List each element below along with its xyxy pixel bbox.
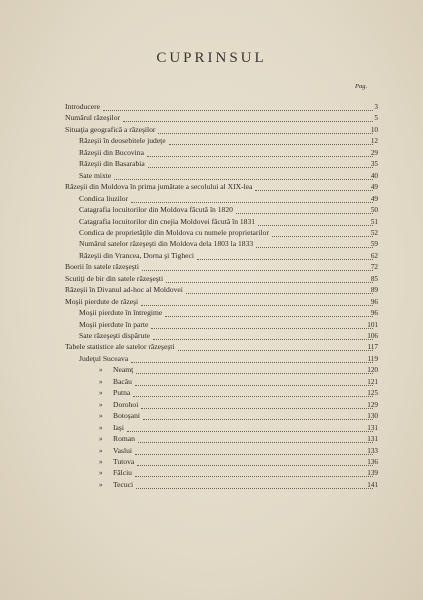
toc-entry [0,274,423,284]
toc-entry-page: 5 [374,114,378,123]
toc-entry-title: Introducere [65,102,100,111]
ditto-mark: » [99,400,103,409]
dot-leader [147,155,373,157]
toc-entry-title: Tecuci [113,479,134,489]
toc-entry-title: Judeţul Suceava [79,353,129,363]
dot-leader [137,464,373,466]
toc-entry-page: 51 [370,217,378,226]
toc-entry-title: Catagrafia locuitorilor din Moldova făcută în 1820 [79,205,233,215]
toc-entry [0,457,423,467]
toc-entry-page: 89 [370,286,378,295]
toc-entry-page: 29 [370,148,378,157]
dot-leader [165,315,373,317]
toc-entry-title: Boerii în satele răzeşeşti [65,262,140,272]
toc-entry [0,434,423,444]
toc-entry [0,377,423,387]
toc-entry-page: 49 [370,183,378,192]
toc-entry-page: 136 [367,457,378,466]
dot-leader [148,166,373,168]
ditto-mark: » [99,480,103,489]
toc-entry-title: Botoşani [113,411,141,421]
dot-leader [158,132,373,134]
toc-entry-page: 117 [367,343,378,352]
ditto-mark: » [99,377,103,386]
ditto-mark: » [99,412,103,421]
dot-leader [151,327,373,329]
toc-entry-page: 120 [367,366,378,375]
dot-leader [136,487,373,489]
toc-entry [0,331,423,341]
toc-entry [0,297,423,307]
toc-entry [0,159,423,169]
toc-entry [0,262,423,272]
toc-entry-title: Putna [113,388,131,398]
toc-entry-page: 35 [370,160,378,169]
toc-entry-page: 96 [370,297,378,306]
ditto-mark: » [99,446,103,455]
dot-leader [103,109,373,111]
dot-leader [135,475,373,477]
toc-entry [0,205,423,215]
toc-entry-title: Bacău [113,376,132,386]
toc-entry [0,102,423,112]
dot-leader [138,441,373,443]
toc-entry-page: 131 [367,435,378,444]
toc-entry-page: 85 [370,274,378,283]
dot-leader [127,430,373,432]
toc-entry-title: Numărul satelor răzeşeşti din Moldova dela 1803 la 1833 [79,239,254,249]
toc-entry-page: 139 [367,469,378,478]
toc-entry-title: Dorohoi [113,399,139,409]
toc-entry-page: 133 [367,446,378,455]
toc-entry-title: Roman [113,434,135,444]
toc-entry-title: Neamţ [113,365,134,375]
dot-leader [123,120,373,122]
toc-entry-page: 96 [370,309,378,318]
toc-entry-page: 52 [370,228,378,237]
toc-entry-page: 62 [370,251,378,260]
dot-leader [131,361,373,363]
toc-entry [0,136,423,146]
toc-entry-title: Sate mixte [79,170,112,180]
toc-entry-page: 119 [367,354,378,363]
toc-entry-title: Situaţia geografică a răzeşilor [65,124,156,134]
toc-entry [0,342,423,352]
dot-leader [114,178,373,180]
toc-entry [0,125,423,135]
toc-entry-title: Condica liuzilor [79,193,129,203]
toc-entry-title: Sate răzeşeşti dispărute [79,331,150,340]
ditto-mark: » [99,469,103,478]
toc-entry [0,388,423,398]
toc-entry [0,251,423,261]
toc-entry-page: 130 [367,412,378,421]
toc-entry [0,194,423,204]
dot-leader [169,143,373,145]
toc-entry-title: Răzeşii în Divanul ad-hoc al Moldovei [65,285,183,295]
toc-entry-page: 49 [370,194,378,203]
dot-leader [143,418,373,420]
dot-leader [142,269,373,271]
toc-entry [0,171,423,181]
toc-entry [0,354,423,364]
page-title: CUPRINSUL [156,50,267,66]
dot-leader [135,384,373,386]
toc-entry-page: 72 [370,263,378,272]
dot-leader [133,395,373,397]
dot-leader [178,349,373,351]
toc-entry-page: 125 [367,389,378,398]
toc-entry-page: 131 [367,423,378,432]
toc-entry-title: Răzeşii din Bucovina [79,147,144,157]
dot-leader [141,304,373,306]
toc-entry [0,423,423,433]
dot-leader [166,281,373,283]
toc-entry [0,468,423,478]
ditto-mark: » [99,457,103,466]
toc-entry [0,217,423,227]
toc-entry [0,446,423,456]
toc-entry-title: Vaslui [113,445,132,455]
toc-entry [0,285,423,295]
toc-entry-page: 106 [367,332,378,340]
ditto-mark: » [99,423,103,432]
toc-entry-title: Moşii pierdute în întregime [79,308,163,318]
dot-leader [141,407,373,409]
toc-entry [0,228,423,238]
toc-entry-title: Numărul răzeşilor [65,113,121,123]
toc-entry-title: Răzeşii din Vrancea, Dorna şi Tigheci [79,250,194,260]
toc-entry-title: Moşii pierdute de răzeşi [65,296,139,306]
toc-entry-page: 59 [370,240,378,249]
toc-entry-title: Tabele statistice ale satelor răzeşeşti [65,342,175,352]
toc-entry [0,308,423,318]
toc-entry [0,239,423,249]
toc-entry [0,182,423,192]
toc-entry-title: Scutiţi de bir din satele răzeşeşti [65,273,164,283]
toc-entry [0,400,423,410]
toc-entry-page: 3 [374,103,378,111]
toc-entry [0,113,423,123]
toc-entry-page: 121 [367,377,378,386]
toc-entry [0,480,423,490]
toc-entry-page: 12 [370,137,378,146]
ditto-mark: » [99,389,103,398]
toc-entry-page: 141 [367,480,378,489]
toc-entry-title: Catagrafia locuitorilor din cnejia Moldovei făcută în 1831 [79,216,256,226]
toc-entry [0,320,423,330]
toc-entry-title: Iaşi [113,422,124,432]
toc-entry-title: Condica de proprietăţile din Moldova cu numele proprietarilor [79,227,269,237]
toc-entry-title: Tutova [113,456,135,466]
toc-entry-page: 10 [370,125,378,134]
toc-entry-title: Răzeşii din Basarabia [79,159,145,169]
toc-entry-title: Răzeşii în deosebitele judeţe [79,136,166,146]
page-column-label: Pag. [355,83,368,90]
toc-entry-title: Fălciu [113,468,132,478]
ditto-mark: » [99,435,103,444]
dot-leader [197,258,373,260]
toc-entry [0,148,423,158]
dot-leader [136,372,373,374]
toc-entry-title: Răzeşii din Moldova în prima jumătate a secolului al XIX-lea [65,182,253,192]
toc-entry-page: 50 [370,206,378,215]
toc-entry [0,411,423,421]
dot-leader [135,453,373,455]
toc-entry-title: Moşii pierdute în parte [79,319,149,329]
ditto-mark: » [99,366,103,375]
toc-entry-page: 129 [367,400,378,409]
toc-entry-page: 101 [367,320,378,329]
toc-entry [0,365,423,375]
toc-entry-page: 40 [370,171,378,180]
dot-leader [186,292,373,294]
dot-leader [131,201,373,203]
dot-leader [153,338,373,340]
